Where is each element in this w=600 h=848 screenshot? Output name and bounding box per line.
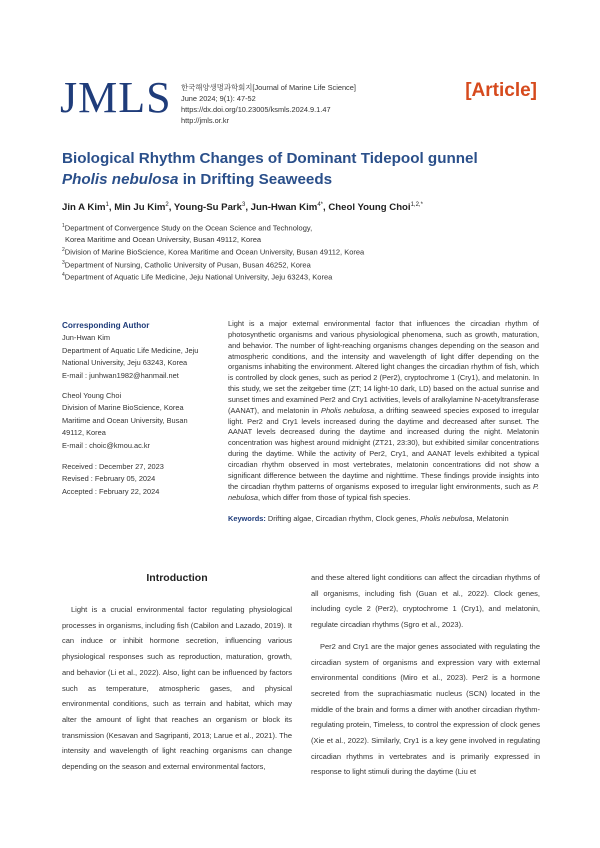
paper-title (62, 148, 542, 190)
keywords-label: Keywords: (228, 514, 266, 523)
affiliation-item (62, 245, 502, 258)
author-name: Cheol Young Choi (328, 202, 411, 214)
affil-text: Division of Marine BioScience, Korea Maritime and Ocean University, Busan 49112, Korea (64, 247, 365, 257)
affiliation-item (62, 221, 502, 234)
journal-info (181, 82, 356, 126)
author-name: Min Ju Kim (114, 202, 166, 214)
doi-link[interactable]: https://dx.doi.org/10.23005/ksmls.2024.9.1.47 (181, 105, 331, 114)
abstract-text: , which differ from those of typical fish species. (258, 492, 411, 502)
affiliation-item (62, 258, 502, 271)
ca2-dept: Division of Marine BioScience, Korea (62, 403, 184, 413)
author-list: Jin A Kim$^1$, Min Ju Kim$^2$, Young-Su Park$^3$, Jun-Hwan Kim$^{4*}$, Cheol Young Choi$^{1,2,*}$ (62, 202, 423, 214)
keywords-species: Pholis nebulosa (420, 514, 473, 523)
author-name: Young-Su Park (173, 202, 242, 214)
corresponding-author-box (62, 320, 212, 498)
title-line-1: Biological Rhythm Changes of Dominant Tidepool gunnel (62, 150, 478, 167)
abstract-text: Light is a major external environmental factor that influences the circadian rhythm of photosynthetic organisms and various physiological phenomena, such as growth, maturation, and behavior. The number of light-reaching organisms changes depending on the season and atmospheric conditions, and the intensity and wavelength of light differ depending on the organisms inhabiting the environment. Altered light changes the circadian rhythm of fish, which is controlled by clock genes, such as period 2 (Per2), cryptochrome 1 (Cry1), and melatonin. In this study, we set the zeitgeber time (ZT; 14 light-10 dark, LD) based on the actual sunrise and sunset times and examined Per2 and Cry1 activities, levels of aralkylamine N-acetyltransferase (AANAT), and melatonin in (228, 319, 539, 415)
author-affil-marker: 1 (105, 202, 109, 208)
author-affil-marker: 4* (317, 202, 323, 208)
keywords (228, 514, 548, 523)
journal-url[interactable]: http://jmls.or.kr (181, 116, 230, 125)
article-type-label: [Article] (465, 80, 537, 101)
ca1-name: Jun-Hwan Kim (62, 333, 111, 343)
affil-text: Department of Convergence Study on the Ocean Science and Technology, (64, 223, 313, 233)
journal-logo: JMLS (60, 73, 172, 122)
ca1-dept: Department of Aquatic Life Medicine, Jeju (62, 345, 199, 355)
section-heading-introduction: Introduction (146, 572, 208, 584)
affil-number: 3 (62, 259, 65, 266)
revised-date: Revised : February 05, 2024 (62, 474, 156, 484)
ca1-email[interactable]: E-mail : junhwan1982@hanmail.net (62, 370, 179, 380)
journal-name: 한국해양생명과학회지[Journal of Marine Life Science] (181, 83, 356, 92)
accepted-date: Accepted : February 22, 2024 (62, 486, 160, 496)
abstract-text: , a drifting seaweed species exposed to irregular light. Per2 and Cry1 levels increased during the daytime and decreased after sunset. The AANAT levels decreased during the daytime and increased during the night. Melatonin concentration was highest around midnight (ZT21, 23:30), but exhibited similar concentrations during the daytime. While the activity of Per2, Cry1, and AANAT levels exhibited a typical circadian rhythm observed in most vertebrates, melatonin concentrations did not show a significant difference between the daytime and nighttime. These findings provide insights into the circadian rhythm patterns of organisms exposed to irregular light environments, such as (228, 405, 539, 491)
affiliation-item (62, 270, 502, 283)
abstract-species: Pholis nebulosa (321, 405, 375, 415)
author-affil-marker: 3 (241, 202, 246, 208)
title-species: Pholis nebulosa (62, 171, 179, 188)
affil-number: 2 (62, 246, 65, 253)
ca2-email[interactable]: E-mail : choic@kmou.ac.kr (62, 440, 150, 450)
body-column-left (62, 570, 292, 775)
body-paragraph: Light is a crucial environmental factor regulating physiological processes in organisms, including fish (Cabilon and Lazado, 2019). It can induce or inhibit hormone secretion, influencing various physiological responses such as reproduction, maturation, growth, and behavior (Li et al., 2022). Also, light can be influenced by factors such as temperature, atmospheric gases, and physical environmental conditions, such as terrain and habitat, which may alter the amount of light that reaches an organism or block its transmission (Kesavan and Sagripanti, 2013; Larue et al., 2021). The intensity and wavelength of light reaching organisms can change depending on the season and external environmental factors, (62, 605, 292, 772)
keywords-text: Drifting algae, Circadian rhythm, Clock genes, (265, 514, 421, 523)
received-date: Received : December 27, 2023 (62, 462, 164, 472)
ca2-dept-cont: Maritime and Ocean University, Busan (62, 415, 188, 425)
ca1-dept-cont: National University, Jeju 63243, Korea (62, 358, 188, 368)
ca2-dept-cont2: 49112, Korea (62, 428, 106, 438)
abstract-species: P. nebulosa (228, 481, 539, 502)
author-name: Jun-Hwan Kim (250, 202, 318, 214)
body-column-right (311, 570, 540, 780)
ca2-name: Cheol Young Choi (62, 391, 122, 401)
affil-text: Department of Aquatic Life Medicine, Jeju National University, Jeju 63243, Korea (64, 272, 333, 282)
author-name: Jin A Kim (62, 202, 106, 214)
affiliation-item-cont: Korea Maritime and Ocean University, Busan 49112, Korea (65, 234, 262, 244)
body-paragraph: and these altered light conditions can affect the circadian rhythms of all organisms, including fish (Guan et al., 2022). Clock genes, including cycle 2 (Per2), cryptochrome 1 (Cry1), and melatonin, regulate circadian rhythms (Sgro et al., 2023). (311, 573, 540, 630)
body-paragraph: Per2 and Cry1 are the major genes associated with regulating the circadian system of organisms and expression vary with external environmental conditions (Miro et al., 2023). Per2 is a hormone secreted from the suprachiasmatic nucleus (SCN) located in the middle of the brain and forms a dimer with another circadian rhythm-regulating protein, Timeless, to control the expression of clock genes (Xie et al., 2022). Similarly, Cry1 is a key gene involved in regulating circadian rhythms in vertebrates and is primarily expressed in response to light stimuli during the daytime (Liu et (311, 641, 540, 777)
affil-number: 1 (62, 223, 65, 229)
title-line-2 (62, 169, 542, 190)
issue-info: June 2024; 9(1): 47-52 (181, 94, 256, 103)
affil-text: Department of Nursing, Catholic University of Pusan, Busan 46252, Korea (64, 260, 311, 270)
affil-number: 4 (62, 272, 65, 279)
affiliation-list (62, 221, 502, 283)
author-affil-marker: 2 (165, 202, 169, 208)
abstract (228, 319, 539, 503)
author-affil-marker: 1,2,* (410, 202, 423, 208)
title-line-2-rest: in Drifting Seaweeds (178, 171, 333, 188)
keywords-text: , Melatonin (472, 514, 509, 523)
corresponding-author-heading: Corresponding Author (62, 321, 150, 330)
